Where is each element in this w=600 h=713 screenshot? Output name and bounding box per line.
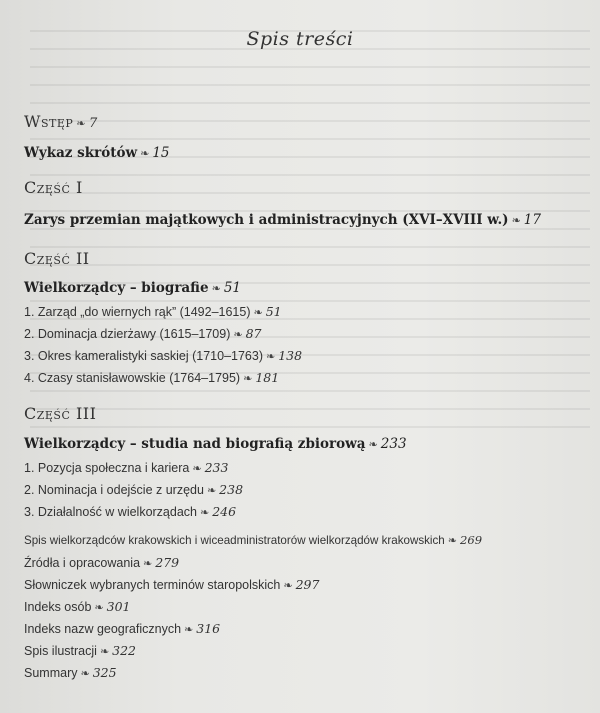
entry-page: 301 <box>106 599 131 614</box>
fleuron-icon: ❧ <box>94 601 104 614</box>
entry-page: 246 <box>212 504 237 519</box>
entry-label: Spis ilustracji <box>24 644 97 658</box>
fleuron-icon: ❧ <box>266 350 276 363</box>
entry-page: 233 <box>204 460 229 475</box>
appendix-entry <box>24 643 136 658</box>
entry-label: Zarys przemian majątkowych i administracyjnych (XVI–XVIII w.) <box>24 212 509 228</box>
entry-label: 2. Dominacja dzierżawy (1615–1709) <box>24 327 231 341</box>
entry-label: Słowniczek wybranych terminów staropolskich <box>24 578 281 592</box>
toc-entry-wstep <box>24 112 98 131</box>
fleuron-icon: ❧ <box>200 506 210 519</box>
fleuron-icon: ❧ <box>447 534 457 547</box>
appendix-entry <box>24 577 319 592</box>
entry-label: Spis wielkorządców krakowskich i wiceadministratorów wielkorządów krakowskich <box>24 534 445 547</box>
entry-page: 279 <box>155 555 180 570</box>
toc-entry-wykaz <box>24 145 170 161</box>
chapter-entry <box>24 370 279 385</box>
entry-page: 297 <box>295 577 320 592</box>
fleuron-icon: ❧ <box>511 214 521 227</box>
entry-page: 51 <box>265 304 282 319</box>
part-heading-1: Część I <box>24 178 83 197</box>
chapter-entry <box>24 326 262 341</box>
part-heading-3: Część III <box>24 404 97 423</box>
fleuron-icon: ❧ <box>243 372 253 385</box>
entry-page: 181 <box>255 370 280 385</box>
chapter-entry <box>24 482 243 497</box>
entry-label: Summary <box>24 666 78 680</box>
appendix-entry <box>24 621 220 636</box>
entry-label: 1. Pozycja społeczna i kariera <box>24 461 190 475</box>
fleuron-icon: ❧ <box>99 645 110 658</box>
part-heading-2: Część II <box>24 249 90 268</box>
fleuron-icon: ❧ <box>283 579 293 592</box>
page-title: Spis treści <box>246 28 354 50</box>
appendix-entry <box>24 555 179 570</box>
fleuron-icon: ❧ <box>143 557 153 570</box>
entry-page: 269 <box>459 533 483 547</box>
entry-page: 17 <box>523 212 541 228</box>
entry-page: 7 <box>88 116 98 131</box>
chapter-entry <box>24 304 282 319</box>
entry-label: Indeks nazw geograficznych <box>24 622 182 636</box>
toc-entry-part3 <box>24 436 407 452</box>
entry-page: 238 <box>219 482 244 497</box>
entry-page: 15 <box>152 145 170 161</box>
appendix-entry <box>24 665 117 680</box>
appendix-entry <box>24 533 482 547</box>
entry-label: 3. Okres kameralistyki saskiej (1710–1763) <box>24 349 263 363</box>
fleuron-icon: ❧ <box>206 484 217 497</box>
toc-entry-part2 <box>24 280 241 296</box>
entry-page: 51 <box>223 280 241 296</box>
entry-label: Źródła i opracowania <box>24 556 141 570</box>
entry-page: 233 <box>380 436 407 452</box>
chapter-entry <box>24 460 228 475</box>
fleuron-icon: ❧ <box>368 438 378 451</box>
entry-page: 322 <box>112 643 137 658</box>
entry-label: Wykaz skrótów <box>24 145 138 161</box>
entry-label: 4. Czasy stanisławowskie (1764–1795) <box>24 371 241 385</box>
toc-entry-part1 <box>24 212 541 228</box>
entry-label: Wielkorządcy – studia nad biografią zbiorową <box>24 436 366 452</box>
fleuron-icon: ❧ <box>253 306 263 319</box>
fleuron-icon: ❧ <box>211 282 221 295</box>
fleuron-icon: ❧ <box>80 667 90 680</box>
entry-label: 1. Zarząd „do wiernych rąk” (1492–1615) <box>24 305 251 319</box>
entry-page: 316 <box>196 621 221 636</box>
fleuron-icon: ❧ <box>76 117 86 130</box>
entry-label: Indeks osób <box>24 600 92 614</box>
fleuron-icon: ❧ <box>140 147 150 160</box>
entry-page: 325 <box>92 665 117 680</box>
entry-page: 138 <box>278 348 303 363</box>
entry-label: Wielkorządcy – biografie <box>24 280 209 296</box>
chapter-entry <box>24 504 236 519</box>
fleuron-icon: ❧ <box>233 328 243 341</box>
fleuron-icon: ❧ <box>192 462 202 475</box>
fleuron-icon: ❧ <box>184 623 194 636</box>
entry-page: 87 <box>245 326 262 341</box>
entry-label: Wstęp <box>24 112 74 131</box>
entry-label: 2. Nominacja i odejście z urzędu <box>24 483 204 497</box>
entry-label: 3. Działalność w wielkorządach <box>24 505 197 519</box>
chapter-entry <box>24 348 302 363</box>
appendix-entry <box>24 599 131 614</box>
